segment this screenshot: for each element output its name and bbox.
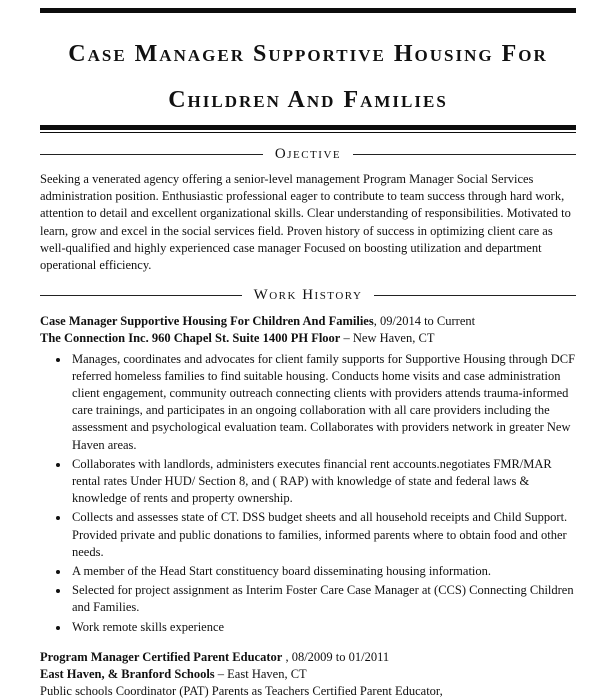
heading-rule-right <box>353 154 576 155</box>
job-company: East Haven, & Branford Schools <box>40 667 215 682</box>
resume-title-line2: Children And Families <box>168 87 448 113</box>
divider-thin-rule <box>40 132 576 133</box>
bullet-item: • A member of the Head Start constituency board disseminating housing information. <box>70 563 576 580</box>
job-entry-1 <box>40 313 576 636</box>
job-entry-2 <box>40 649 576 700</box>
heading-rule-right <box>374 295 576 296</box>
section-heading-objective <box>40 146 576 163</box>
resume-title-line1: Case Manager Supportive Housing For <box>68 41 548 67</box>
job-company-line <box>40 330 576 347</box>
bullet-item: • Selected for project assignment as Interim Foster Care Case Manager at (CCS) Connecting Children and Families. <box>70 582 576 616</box>
objective-paragraph: Seeking a venerated agency offering a senior-level management Program Manager Social Services administration position. Enthusiastic professional eager to contribute to team success through hard work, attention to detail and excellent organizational skills. Clear understanding of responsibilities. Motivated to learn, grow and excel in the social services field. Proven history of success in optimizing client care as well-qualified and highly experienced case manager Focused on boosting utilization and department operational efficiency. <box>40 172 571 273</box>
job-company: The Connection Inc. 960 Chapel St. Suite 1400 PH Floor <box>40 331 341 346</box>
job-title: Program Manager Certified Parent Educator <box>40 649 283 664</box>
job-title-line <box>40 313 576 330</box>
job-bullet-list <box>40 351 576 636</box>
job-location: – East Haven, CT <box>214 667 307 682</box>
bullet-item: • Manages, coordinates and advocates for client family supports for Supportive Housing through DCF referred homeless families to find suitable housing. Conducts home visits and case administration client engagement, community outreach connecting clients with providers attends trauma-informed care trainings, and participates in an ongoing collaboration with all care providers including the assessment and psychological evaluation team. Collaborates with providers network in greater New Haven areas. <box>70 351 576 454</box>
job-title: Case Manager Supportive Housing For Children And Families <box>40 314 374 329</box>
job-location: – New Haven, CT <box>340 331 435 346</box>
title-divider <box>40 125 576 133</box>
work-history-heading-text: Work History <box>253 287 363 304</box>
job-title-line <box>40 649 576 666</box>
job-dates: , 09/2014 to Current <box>373 314 476 329</box>
resume-title <box>40 41 576 113</box>
job-note: Public schools Coordinator (PAT) Parents as Teachers Certified Parent Educator, <box>40 684 443 699</box>
job-dates: , 08/2009 to 01/2011 <box>282 649 390 664</box>
objective-heading-text: Ojective <box>274 146 342 162</box>
section-heading-work-history <box>40 287 576 304</box>
job-company-line <box>40 666 576 683</box>
bullet-item: • Work remote skills experience <box>70 619 576 636</box>
bullet-item: • Collaborates with landlords, administers executes financial rent accounts.negotiates FMR/MAR rental rates Under HUD/ Section 8, and ( RAP) with knowledge of state and federal laws & knowledge of rents and property ownership. <box>70 456 576 508</box>
heading-rule-left <box>40 154 263 155</box>
bullet-item: • Collects and assesses state of CT. DSS budget sheets and all household receipts and Child Support. Provided private and public donations to families, informed parents where to obtain food and other needs. <box>70 509 576 561</box>
heading-rule-left <box>40 295 242 296</box>
divider-thick-rule <box>40 125 576 130</box>
top-rule <box>40 8 576 13</box>
